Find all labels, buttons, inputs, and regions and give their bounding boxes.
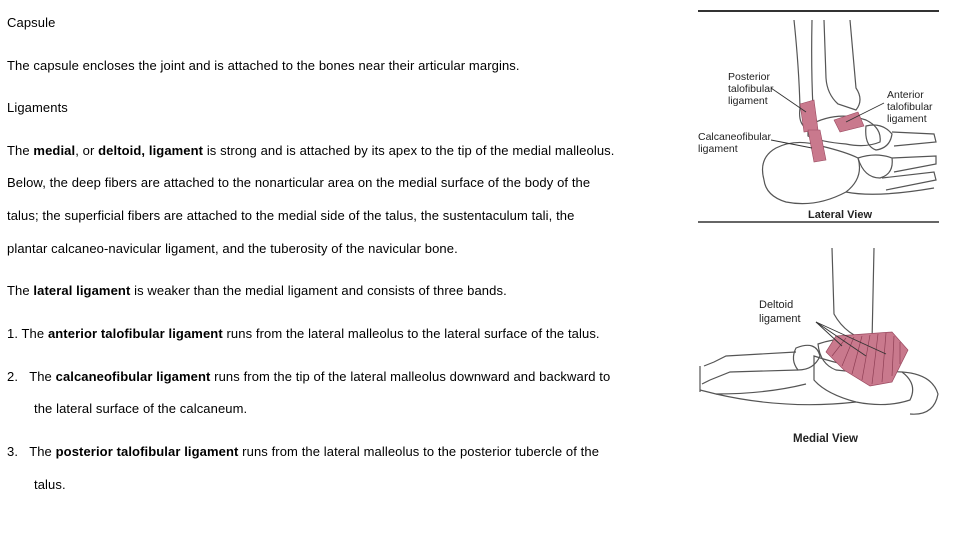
- posterior-label-1: Posterior: [728, 71, 771, 83]
- anterior-label-1: Anterior: [887, 89, 924, 101]
- deltoid-label-2: ligament: [759, 313, 801, 325]
- medial-view-caption: Medial View: [793, 433, 858, 445]
- posterior-label-2: talofibular: [728, 83, 774, 95]
- list-item-3: 3. The posterior talofibular ligament runs from the lateral malleolus to the posterior tubercle of the: [7, 444, 600, 459]
- calcaneofibular-label-1: Calcaneofibular: [698, 131, 771, 143]
- medial-ligament-line4: plantar calcaneo-navicular ligament, and the tuberosity of the navicular bone.: [7, 241, 458, 256]
- calcaneofibular-label-2: ligament: [698, 143, 738, 155]
- deltoid-ligament-fan: [826, 332, 908, 386]
- lateral-view-caption: Lateral View: [808, 209, 872, 221]
- medial-ligament-line3: talus; the superficial fibers are attached to the medial side of the talus, the sustentaculum tali, the: [7, 208, 575, 223]
- posterior-label-3: ligament: [728, 95, 768, 107]
- medial-foot-bones: [700, 248, 938, 414]
- medial-view-figure: [696, 244, 946, 448]
- calcaneofibular-band: [808, 130, 826, 162]
- ligaments-heading: Ligaments: [7, 100, 68, 115]
- list-item-2-line2: the lateral surface of the calcaneum.: [34, 401, 248, 416]
- list-item-2: 2. The calcaneofibular ligament runs from the tip of the lateral malleolus downward and backward to: [7, 369, 611, 384]
- lateral-ligament-line: The lateral ligament is weaker than the medial ligament and consists of three bands.: [7, 283, 507, 298]
- list-item-3-line2: talus.: [34, 477, 66, 492]
- deltoid-label-1: Deltoid: [759, 299, 794, 311]
- list-item-1: 1. The anterior talofibular ligament runs from the lateral malleolus to the lateral surface of the talus.: [7, 326, 600, 341]
- anterior-label-3: ligament: [887, 113, 927, 125]
- medial-ligament-line2: Below, the deep fibers are attached to the nonarticular area on the medial surface of the body of the: [7, 175, 591, 190]
- medial-ligament-line1: The medial, or deltoid, ligament is strong and is attached by its apex to the tip of the medial malleolus.: [7, 143, 615, 158]
- medial-labels: [759, 299, 801, 325]
- posterior-talofibular-band: [800, 100, 818, 132]
- anterior-label-2: talofibular: [887, 101, 933, 113]
- lateral-view-figure: [696, 8, 942, 226]
- capsule-heading: Capsule: [7, 15, 56, 30]
- capsule-paragraph: The capsule encloses the joint and is attached to the bones near their articular margins.: [7, 58, 520, 73]
